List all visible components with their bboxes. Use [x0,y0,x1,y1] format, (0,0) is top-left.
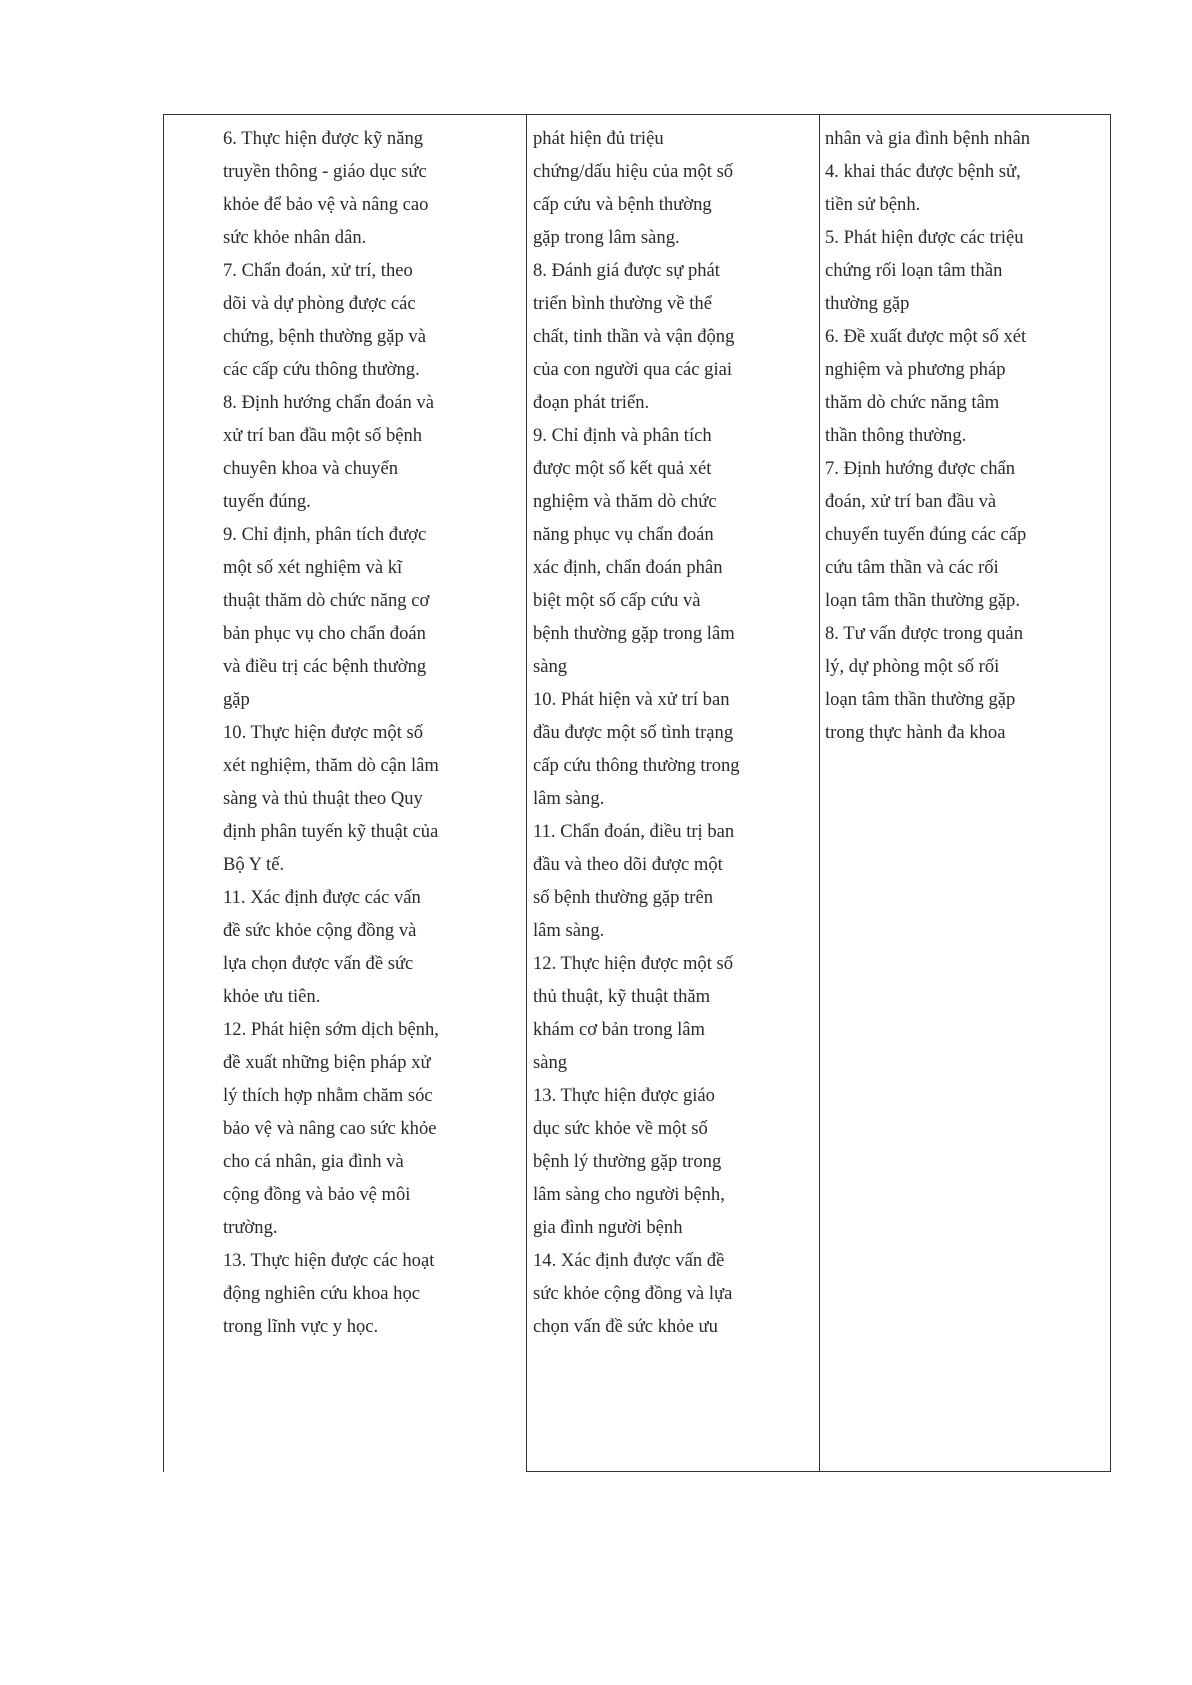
text-line: 7. Định hướng được chẩn [825,458,1016,479]
text-line: Bộ Y tế. [223,854,285,875]
text-line: xác định, chẩn đoán phân [533,557,723,578]
text-line: cộng đồng và bảo vệ môi [223,1184,411,1205]
text-line: các cấp cứu thông thường. [223,359,420,380]
text-line: đề xuất những biện pháp xử [223,1052,431,1073]
text-line: lựa chọn được vấn đề sức [223,953,414,974]
text-line: lâm sàng. [533,788,605,809]
column-divider-2 [819,114,820,1472]
text-line: dõi và dự phòng được các [223,293,416,314]
text-line: 11. Xác định được các vấn [223,887,421,908]
text-line: tiền sử bệnh. [825,194,921,215]
text-line: thường gặp [825,293,910,314]
text-line: 14. Xác định được vấn đề [533,1250,725,1271]
text-line: gặp [223,689,250,710]
text-line: chứng rối loạn tâm thần [825,260,1003,281]
table-border-top [163,114,1111,115]
text-line: gia đình người bệnh [533,1217,683,1238]
table-border-right [1110,114,1111,1472]
text-line: chuyên khoa và chuyển [223,458,399,479]
text-line: 7. Chẩn đoán, xử trí, theo [223,260,413,281]
text-line: đầu được một số tình trạng [533,722,734,743]
text-line: lý thích hợp nhằm chăm sóc [223,1085,433,1106]
text-line: thuật thăm dò chức năng cơ [223,590,430,611]
text-line: nhân và gia đình bệnh nhân [825,128,1030,149]
table-cell-col3 [825,122,1105,749]
text-line: chọn vấn đề sức khỏe ưu [533,1316,718,1337]
text-line: 6. Thực hiện được kỹ năng [223,128,424,149]
text-line: của con người qua các giai [533,359,733,380]
text-line: số bệnh thường gặp trên [533,887,713,908]
text-line: 5. Phát hiện được các triệu [825,227,1024,248]
text-line: khám cơ bản trong lâm [533,1019,705,1040]
text-line: lâm sàng cho người bệnh, [533,1184,725,1205]
text-line: loạn tâm thần thường gặp. [825,590,1020,611]
text-line: đoán, xử trí ban đầu và [825,491,997,512]
text-line: 10. Thực hiện được một số [223,722,424,743]
text-line: 9. Chỉ định, phân tích được [223,524,427,545]
text-line: loạn tâm thần thường gặp [825,689,1016,710]
text-line: trong lĩnh vực y học. [223,1316,379,1337]
text-line: trường. [223,1217,278,1238]
text-line: và điều trị các bệnh thường [223,656,427,677]
text-line: khỏe ưu tiên. [223,986,321,1007]
text-line: trong thực hành đa khoa [825,722,1006,743]
text-line: 8. Định hướng chẩn đoán và [223,392,434,413]
text-line: sàng [533,656,568,677]
column-divider-1 [526,114,527,1472]
table-border-left [163,114,164,1472]
text-line: bảo vệ và nâng cao sức khỏe [223,1118,437,1139]
text-line: 11. Chẩn đoán, điều trị ban [533,821,735,842]
text-line: năng phục vụ chẩn đoán [533,524,714,545]
text-line: 8. Tư vấn được trong quản [825,623,1023,644]
text-line: đầu và theo dõi được một [533,854,723,875]
text-line: lý, dự phòng một số rối [825,656,1000,677]
table-cell-col2 [533,122,813,1343]
text-line: lâm sàng. [533,920,605,941]
text-line: chứng/dấu hiệu của một số [533,161,734,182]
text-line: sức khỏe nhân dân. [223,227,367,248]
text-line: bệnh lý thường gặp trong [533,1151,722,1172]
text-line: xử trí ban đầu một số bệnh [223,425,423,446]
text-line: 9. Chỉ định và phân tích [533,425,712,446]
text-line: thủ thuật, kỹ thuật thăm [533,986,711,1007]
text-line: dục sức khỏe về một số [533,1118,708,1139]
text-line: truyền thông - giáo dục sức [223,161,427,182]
text-line: một số xét nghiệm và kĩ [223,557,403,578]
text-line: thần thông thường. [825,425,967,446]
text-line: 13. Thực hiện được giáo [533,1085,715,1106]
text-line: cứu tâm thần và các rối [825,557,999,578]
text-line: 12. Thực hiện được một số [533,953,734,974]
text-line: 4. khai thác được bệnh sử, [825,161,1021,182]
text-line: đề sức khỏe cộng đồng và [223,920,417,941]
text-line: nghiệm và thăm dò chức [533,491,717,512]
text-line: cho cá nhân, gia đình và [223,1151,404,1172]
text-line: bệnh thường gặp trong lâm [533,623,735,644]
text-line: đoạn phát triển. [533,392,650,413]
text-line: chuyển tuyến đúng các cấp [825,524,1027,545]
text-line: 6. Đề xuất được một số xét [825,326,1027,347]
text-line: định phân tuyến kỹ thuật của [223,821,439,842]
text-line: biệt một số cấp cứu và [533,590,701,611]
text-line: nghiệm và phương pháp [825,359,1006,380]
text-line: xét nghiệm, thăm dò cận lâm [223,755,439,776]
text-line: cấp cứu và bệnh thường [533,194,712,215]
text-line: triển bình thường về thể [533,293,712,314]
text-line: chất, tinh thần và vận động [533,326,735,347]
text-line: sàng và thủ thuật theo Quy [223,788,423,809]
text-line: bản phục vụ cho chẩn đoán [223,623,426,644]
text-line: 12. Phát hiện sớm dịch bệnh, [223,1019,439,1040]
text-line: cấp cứu thông thường trong [533,755,740,776]
table-cell-col1 [223,122,520,1343]
text-line: phát hiện đủ triệu [533,128,664,149]
text-line: 10. Phát hiện và xử trí ban [533,689,730,710]
text-line: sức khỏe cộng đồng và lựa [533,1283,733,1304]
text-line: 13. Thực hiện được các hoạt [223,1250,435,1271]
text-line: gặp trong lâm sàng. [533,227,680,248]
text-line: khỏe để bảo vệ và nâng cao [223,194,429,215]
text-line: động nghiên cứu khoa học [223,1283,421,1304]
text-line: sàng [533,1052,568,1073]
learning-outcomes-table [163,114,1111,1472]
text-line: tuyến đúng. [223,491,311,512]
text-line: chứng, bệnh thường gặp và [223,326,426,347]
text-line: thăm dò chức năng tâm [825,392,1000,413]
text-line: được một số kết quả xét [533,458,712,479]
text-line: 8. Đánh giá được sự phát [533,260,720,281]
table-border-bottom [526,1471,1111,1472]
